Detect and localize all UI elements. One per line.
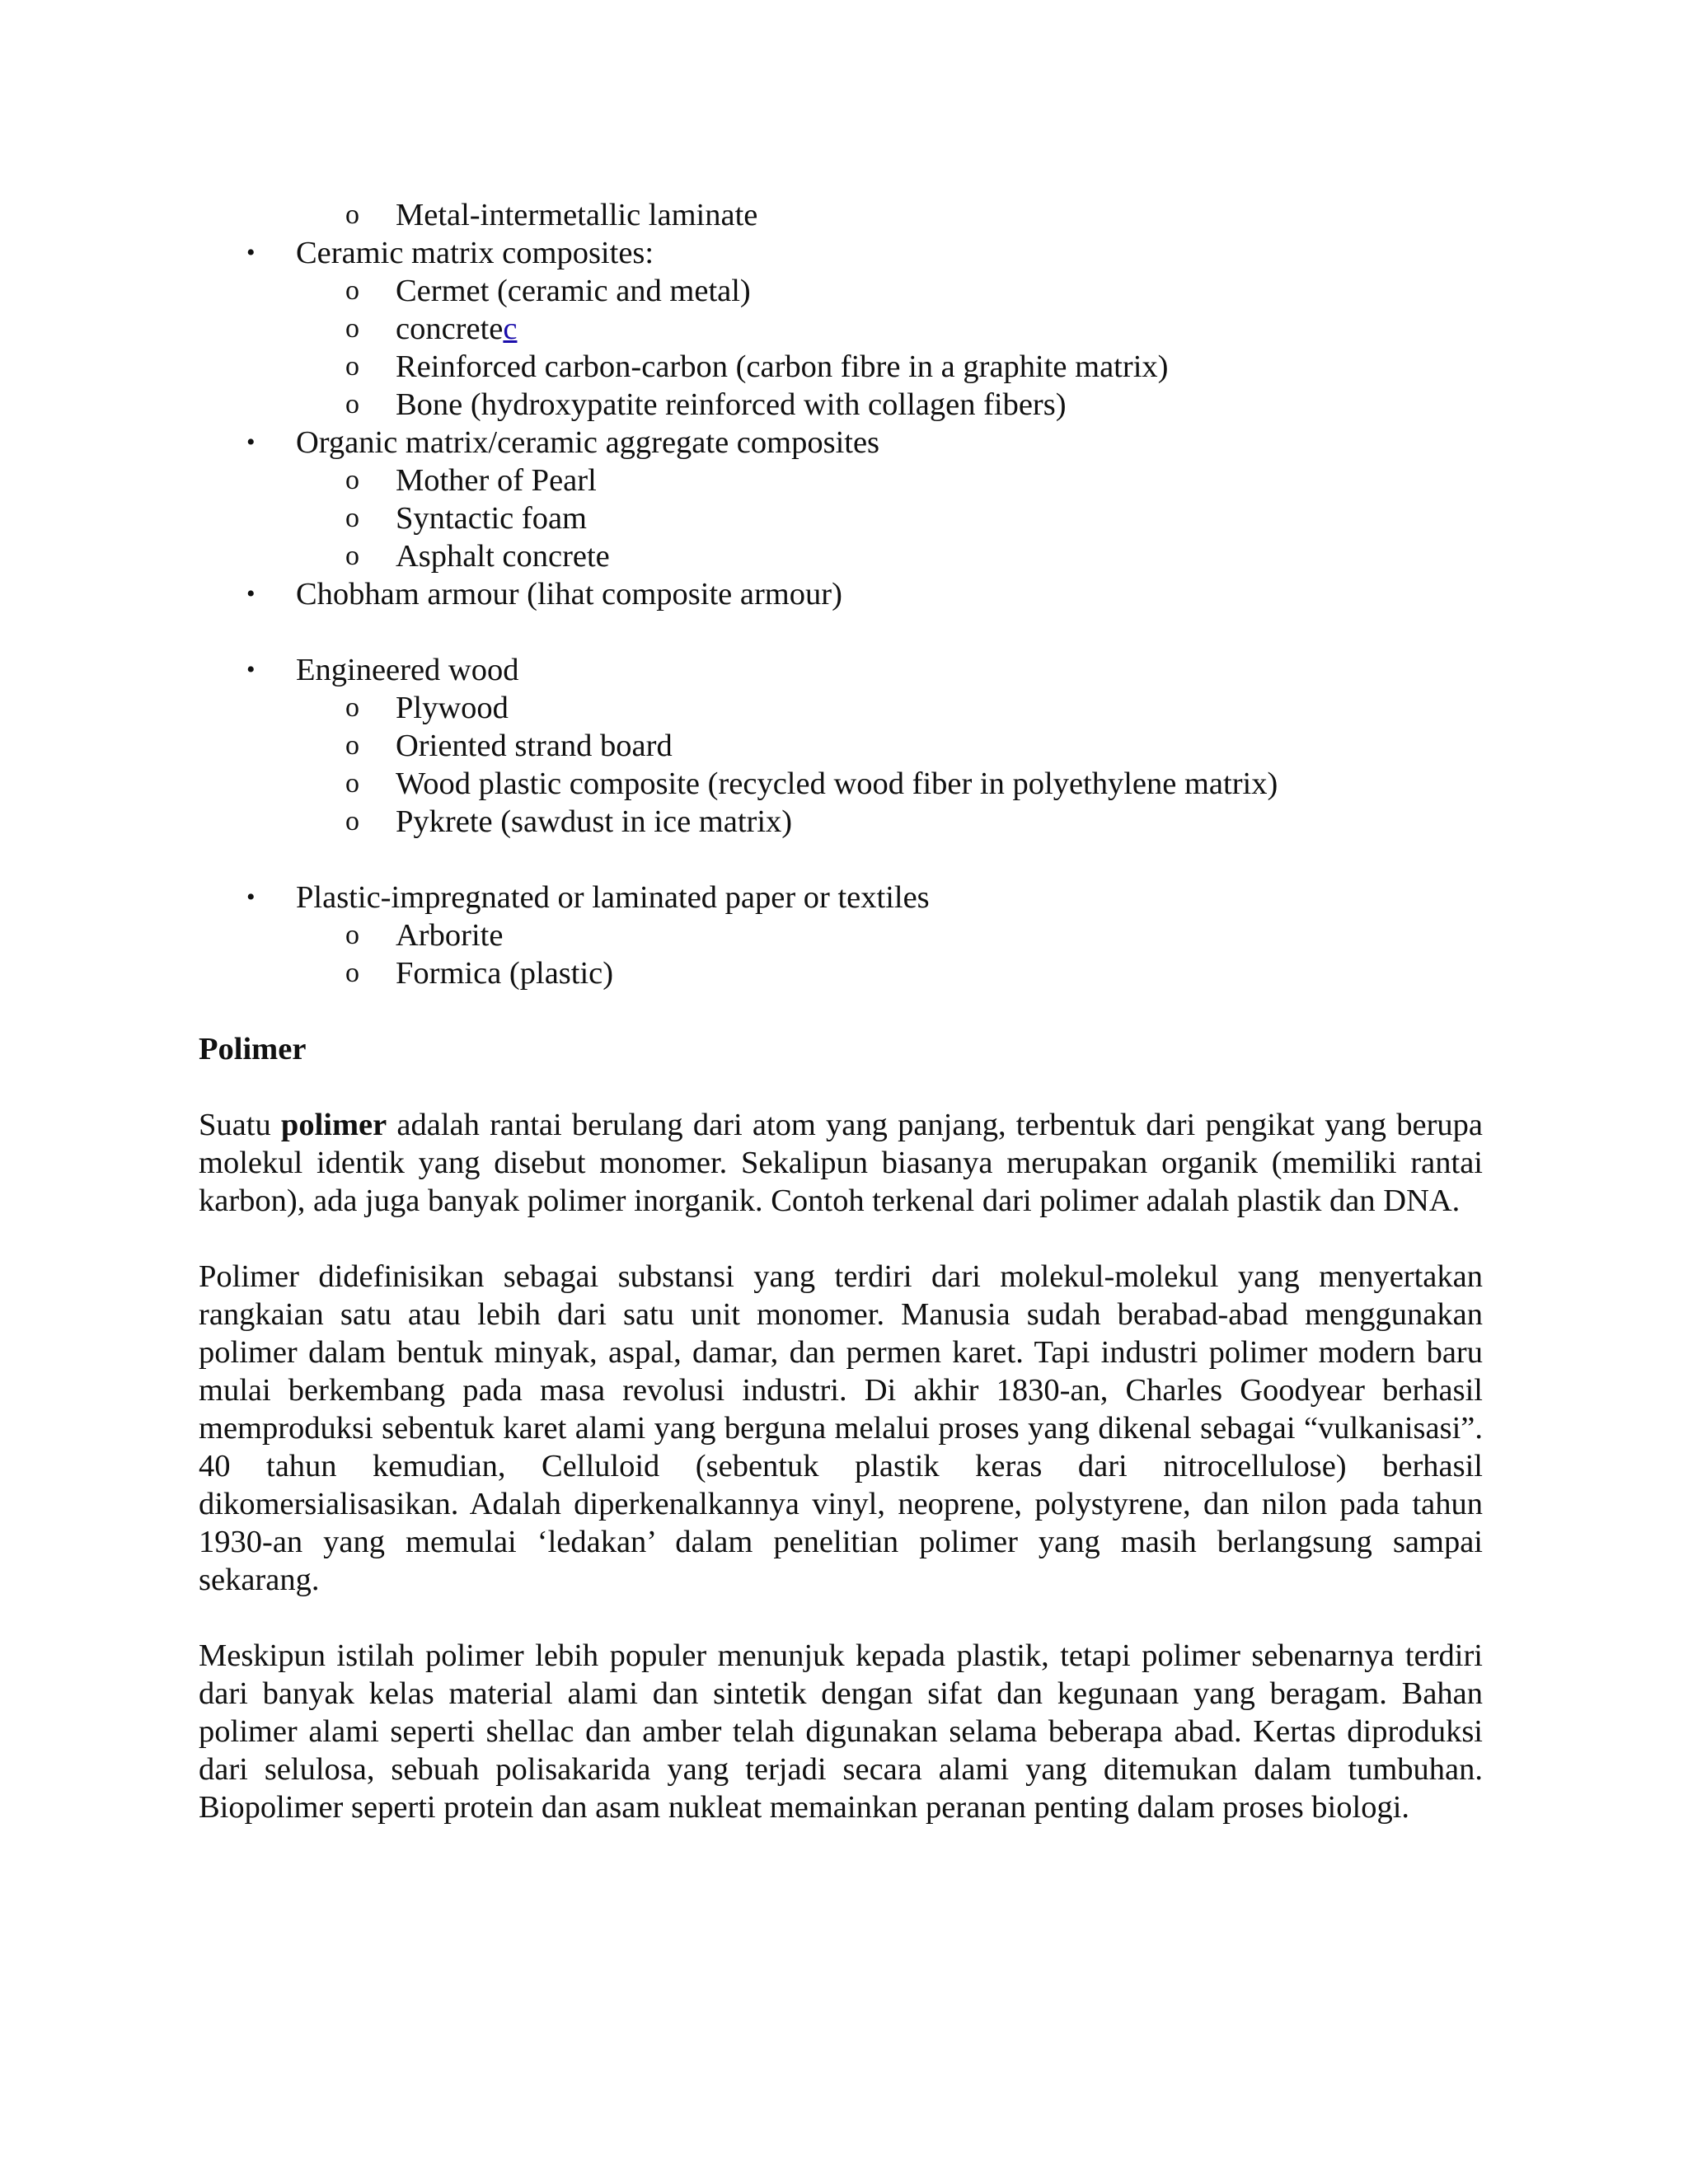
list-item-label: Plywood — [396, 691, 509, 725]
list-item — [199, 386, 1483, 424]
list-item-label: Ceramic matrix composites: — [296, 236, 654, 270]
list-item — [199, 916, 1483, 954]
composite-list — [199, 196, 1483, 992]
list-item — [199, 765, 1483, 803]
sub-bullet-icon: o — [345, 920, 359, 950]
paragraph-definition — [199, 1106, 1483, 1220]
list-item-label: Metal-intermetallic laminate — [396, 198, 758, 232]
list-item — [199, 234, 1483, 272]
list-item-label: Formica (plastic) — [396, 956, 614, 991]
sub-bullet-icon: o — [345, 199, 359, 230]
list-item-label: Asphalt concrete — [396, 539, 610, 574]
sub-bullet-icon: o — [345, 806, 359, 837]
bullet-icon: • — [246, 883, 256, 911]
list-item-label: Mother of Pearl — [396, 463, 597, 498]
concrete-link[interactable]: c — [503, 312, 518, 346]
list-item — [199, 462, 1483, 499]
sub-bullet-icon: o — [345, 465, 359, 495]
list-spacer — [199, 613, 1483, 651]
list-item-label: Engineered wood — [296, 653, 519, 687]
bullet-icon: • — [246, 429, 256, 456]
sub-bullet-icon: o — [345, 692, 359, 723]
list-item — [199, 689, 1483, 727]
list-item — [199, 196, 1483, 234]
list-item-label: Oriented strand board — [396, 729, 673, 763]
list-spacer — [199, 841, 1483, 879]
list-item-label: Pykrete (sawdust in ice matrix) — [396, 804, 793, 839]
bullet-icon: • — [246, 580, 256, 607]
bold-term: polimer — [280, 1108, 387, 1142]
list-item-label: Arborite — [396, 918, 504, 953]
list-item-label: Reinforced carbon-carbon (carbon fibre in a graphite matrix) — [396, 349, 1169, 384]
list-item — [199, 651, 1483, 689]
list-item — [199, 575, 1483, 613]
list-item — [199, 499, 1483, 537]
sub-bullet-icon: o — [345, 351, 359, 382]
list-item — [199, 348, 1483, 386]
list-item — [199, 954, 1483, 992]
paragraph-text: Suatu — [199, 1108, 281, 1142]
sub-bullet-icon: o — [345, 768, 359, 799]
list-item — [199, 310, 1483, 348]
list-item-label: Cermet (ceramic and metal) — [396, 274, 751, 308]
list-item — [199, 424, 1483, 462]
sub-bullet-icon: o — [345, 730, 359, 761]
list-item-label: Wood plastic composite (recycled wood fiber in polyethylene matrix) — [396, 766, 1278, 801]
list-item — [199, 727, 1483, 765]
list-item-label: Chobham armour (lihat composite armour) — [296, 577, 842, 612]
list-item — [199, 537, 1483, 575]
list-item-label: Plastic-impregnated or laminated paper or textiles — [296, 880, 930, 915]
sub-bullet-icon: o — [345, 503, 359, 533]
list-item — [199, 803, 1483, 841]
bullet-icon: • — [246, 656, 256, 683]
list-item — [199, 272, 1483, 310]
paragraph-history: Polimer didefinisikan sebagai substansi yang terdiri dari molekul-molekul yang menyertakan rangkaian satu atau lebih dari satu unit monomer. Manusia sudah berabad-abad menggunakan polimer dalam bentuk minyak, aspal, damar, dan permen karet. Tapi industri polimer modern baru mulai berkembang pada masa revolusi industri. Di akhir 1830-an, Charles Goodyear berhasil memproduksi sebentuk karet alami yang berguna melalui proses yang dikenal sebagai “vulkanisasi”. 40 tahun kemudian, Celluloid (sebentuk plastik keras dari nitrocellulose) berhasil dikomersialisasikan. Adalah diperkenalkannya vinyl, neoprene, polystyrene, dan nilon pada tahun 1930-an yang memulai ‘ledakan’ dalam penelitian polimer yang masih berlangsung sampai sekarang. — [199, 1259, 1483, 1597]
sub-bullet-icon: o — [345, 389, 359, 419]
sub-bullet-icon: o — [345, 313, 359, 344]
sub-bullet-icon: o — [345, 275, 359, 306]
list-item-label: Syntactic foam — [396, 501, 587, 536]
list-item-label: Bone (hydroxypatite reinforced with collagen fibers) — [396, 387, 1067, 422]
sub-bullet-icon: o — [345, 958, 359, 988]
section-heading: Polimer — [199, 1032, 307, 1066]
list-item — [199, 879, 1483, 916]
sub-bullet-icon: o — [345, 541, 359, 571]
bullet-icon: • — [246, 239, 256, 266]
paragraph-classes: Meskipun istilah polimer lebih populer menunjuk kepada plastik, tetapi polimer sebenarnya terdiri dari banyak kelas material alami dan sintetik dengan sifat dan kegunaan yang beragam. Bahan polimer alami seperti shellac dan amber telah digunakan selama beberapa abad. Kertas diproduksi dari selulosa, sebuah polisakarida yang terjadi secara alami yang ditemukan dalam tumbuhan. Biopolimer seperti protein dan asam nukleat memainkan peranan penting dalam proses biologi. — [199, 1638, 1483, 1825]
list-item-label: concrete — [396, 312, 504, 346]
paragraph-text: adalah rantai berulang dari atom yang panjang, terbentuk dari pengikat yang berupa molekul identik yang disebut monomer. Sekalipun biasanya merupakan organik (memiliki rantai karbon), ada juga banyak polimer inorganik. Contoh terkenal dari polimer adalah plastik dan DNA. — [199, 1108, 1483, 1218]
list-item-label: Organic matrix/ceramic aggregate composites — [296, 425, 880, 460]
